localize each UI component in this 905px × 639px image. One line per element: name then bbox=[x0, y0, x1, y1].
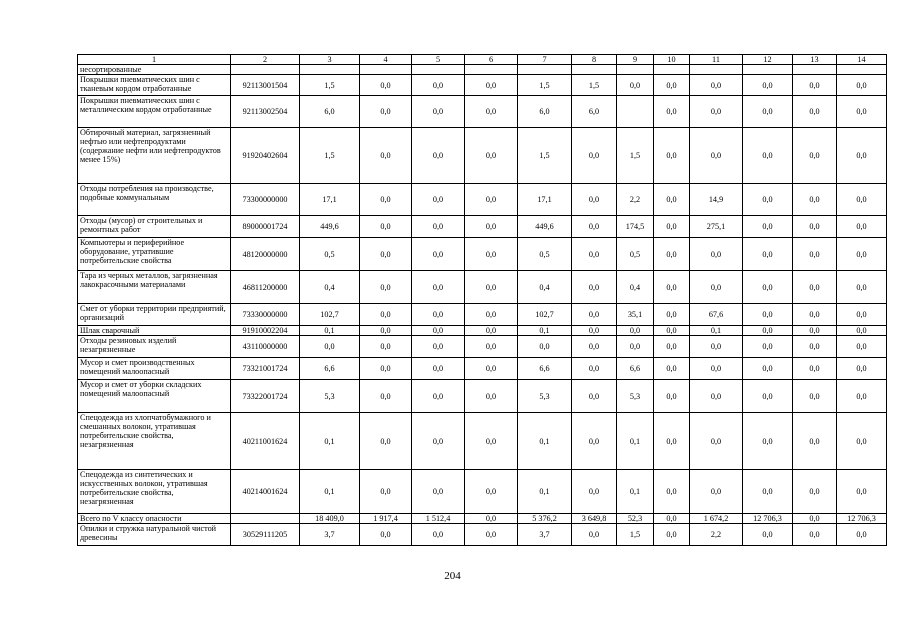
column-number-header: 10 bbox=[654, 55, 690, 65]
value-cell: 0,0 bbox=[572, 470, 617, 514]
value-cell: 12 706,3 bbox=[837, 514, 887, 524]
value-cell: 0,0 bbox=[412, 271, 465, 304]
column-number-header: 9 bbox=[617, 55, 654, 65]
value-cell: 0,0 bbox=[837, 184, 887, 216]
value-cell: 0,0 bbox=[837, 216, 887, 238]
value-cell: 0,0 bbox=[690, 96, 743, 128]
value-cell: 18 409,0 bbox=[300, 514, 360, 524]
value-cell: 0,5 bbox=[518, 238, 572, 271]
value-cell: 0,0 bbox=[360, 524, 412, 546]
value-cell: 0,0 bbox=[572, 326, 617, 336]
waste-code-cell bbox=[231, 65, 300, 75]
value-cell: 0,0 bbox=[412, 75, 465, 96]
waste-name-cell: Тара из черных металлов, загрязненная лакокрасочными материалами bbox=[78, 271, 231, 304]
table-row bbox=[78, 96, 887, 128]
table-row bbox=[78, 524, 887, 546]
value-cell: 0,0 bbox=[690, 271, 743, 304]
value-cell: 0,0 bbox=[465, 380, 518, 413]
value-cell: 0,0 bbox=[465, 238, 518, 271]
value-cell: 3,7 bbox=[300, 524, 360, 546]
value-cell: 0,0 bbox=[572, 380, 617, 413]
value-cell: 0,0 bbox=[743, 358, 793, 380]
waste-name-cell: Обтирочный материал, загрязненный нефтью или нефтепродуктами (содержание нефти или нефтепродуктов менее 15%) bbox=[78, 128, 231, 184]
value-cell: 0,0 bbox=[518, 336, 572, 358]
value-cell: 6,0 bbox=[572, 96, 617, 128]
value-cell: 6,6 bbox=[617, 358, 654, 380]
value-cell: 0,0 bbox=[743, 326, 793, 336]
value-cell: 0,0 bbox=[837, 75, 887, 96]
value-cell: 1,5 bbox=[300, 75, 360, 96]
value-cell: 0,0 bbox=[743, 304, 793, 326]
value-cell: 0,0 bbox=[654, 96, 690, 128]
column-number-header: 12 bbox=[743, 55, 793, 65]
value-cell: 0,0 bbox=[654, 413, 690, 470]
value-cell: 0,0 bbox=[654, 470, 690, 514]
value-cell: 0,0 bbox=[360, 470, 412, 514]
waste-code-cell: 73300000000 bbox=[231, 184, 300, 216]
value-cell: 0,0 bbox=[572, 524, 617, 546]
value-cell: 0,0 bbox=[654, 75, 690, 96]
value-cell: 0,0 bbox=[465, 326, 518, 336]
value-cell: 0,1 bbox=[300, 413, 360, 470]
value-cell: 14,9 bbox=[690, 184, 743, 216]
waste-code-cell: 92113001504 bbox=[231, 75, 300, 96]
value-cell: 0,0 bbox=[743, 413, 793, 470]
value-cell: 0,5 bbox=[300, 238, 360, 271]
value-cell: 0,0 bbox=[360, 128, 412, 184]
value-cell: 0,0 bbox=[743, 75, 793, 96]
waste-name-cell: Отходы потребления на производстве, подобные коммунальным bbox=[78, 184, 231, 216]
value-cell: 5,3 bbox=[518, 380, 572, 413]
value-cell: 0,0 bbox=[617, 75, 654, 96]
value-cell: 0,0 bbox=[743, 271, 793, 304]
value-cell: 0,0 bbox=[793, 336, 837, 358]
value-cell: 6,6 bbox=[300, 358, 360, 380]
value-cell: 0,0 bbox=[412, 238, 465, 271]
value-cell: 0,0 bbox=[360, 336, 412, 358]
value-cell: 0,0 bbox=[837, 336, 887, 358]
value-cell: 0,0 bbox=[793, 96, 837, 128]
value-cell: 0,0 bbox=[572, 304, 617, 326]
value-cell: 0,0 bbox=[572, 358, 617, 380]
value-cell: 6,0 bbox=[518, 96, 572, 128]
value-cell: 0,0 bbox=[360, 238, 412, 271]
value-cell: 0,0 bbox=[793, 184, 837, 216]
table-row bbox=[78, 336, 887, 358]
value-cell: 0,0 bbox=[465, 96, 518, 128]
value-cell: 0,0 bbox=[793, 128, 837, 184]
value-cell: 0,0 bbox=[793, 470, 837, 514]
value-cell: 0,0 bbox=[743, 238, 793, 271]
table-row bbox=[78, 413, 887, 470]
value-cell: 174,5 bbox=[617, 216, 654, 238]
waste-name-cell: Компьютеры и периферийное оборудование, утратившие потребительские свойства bbox=[78, 238, 231, 271]
waste-table bbox=[77, 54, 887, 546]
value-cell: 0,4 bbox=[617, 271, 654, 304]
value-cell: 0,4 bbox=[300, 271, 360, 304]
value-cell: 0,0 bbox=[837, 380, 887, 413]
waste-code-cell: 92113002504 bbox=[231, 96, 300, 128]
value-cell bbox=[412, 65, 465, 75]
value-cell: 0,0 bbox=[360, 75, 412, 96]
waste-code-cell: 73322001724 bbox=[231, 380, 300, 413]
value-cell: 0,0 bbox=[412, 470, 465, 514]
value-cell: 0,0 bbox=[360, 184, 412, 216]
value-cell bbox=[617, 96, 654, 128]
waste-code-cell: 73330000000 bbox=[231, 304, 300, 326]
value-cell: 0,0 bbox=[654, 514, 690, 524]
page-number: 204 bbox=[444, 570, 461, 582]
value-cell: 0,4 bbox=[518, 271, 572, 304]
value-cell: 0,0 bbox=[654, 216, 690, 238]
value-cell bbox=[837, 65, 887, 75]
value-cell: 0,0 bbox=[743, 216, 793, 238]
value-cell: 0,0 bbox=[360, 216, 412, 238]
column-number-header: 8 bbox=[572, 55, 617, 65]
value-cell: 0,0 bbox=[654, 238, 690, 271]
value-cell: 0,0 bbox=[360, 358, 412, 380]
table-row bbox=[78, 65, 887, 75]
value-cell: 0,0 bbox=[793, 358, 837, 380]
table-row bbox=[78, 184, 887, 216]
value-cell: 17,1 bbox=[300, 184, 360, 216]
waste-name-cell: Шлак сварочный bbox=[78, 326, 231, 336]
value-cell: 0,0 bbox=[793, 238, 837, 271]
value-cell: 0,0 bbox=[837, 413, 887, 470]
value-cell: 0,0 bbox=[793, 326, 837, 336]
value-cell: 0,0 bbox=[465, 413, 518, 470]
value-cell: 0,0 bbox=[690, 336, 743, 358]
value-cell: 0,0 bbox=[793, 75, 837, 96]
table-row bbox=[78, 128, 887, 184]
value-cell: 0,0 bbox=[690, 128, 743, 184]
waste-name-cell: несортированные bbox=[78, 65, 231, 75]
value-cell: 0,0 bbox=[412, 336, 465, 358]
value-cell: 0,0 bbox=[690, 358, 743, 380]
value-cell: 0,0 bbox=[617, 336, 654, 358]
value-cell: 0,0 bbox=[465, 470, 518, 514]
table-row bbox=[78, 514, 887, 524]
value-cell: 3,7 bbox=[518, 524, 572, 546]
value-cell: 1,5 bbox=[617, 524, 654, 546]
value-cell: 0,0 bbox=[837, 96, 887, 128]
value-cell: 0,0 bbox=[793, 271, 837, 304]
value-cell: 0,0 bbox=[654, 380, 690, 413]
value-cell: 0,0 bbox=[465, 216, 518, 238]
value-cell: 0,0 bbox=[465, 304, 518, 326]
value-cell: 0,0 bbox=[793, 514, 837, 524]
value-cell: 0,0 bbox=[465, 184, 518, 216]
value-cell: 6,6 bbox=[518, 358, 572, 380]
value-cell: 0,0 bbox=[837, 358, 887, 380]
waste-name-cell: Покрышки пневматических шин с металлическим кордом отработанные bbox=[78, 96, 231, 128]
value-cell: 0,0 bbox=[837, 271, 887, 304]
value-cell: 0,0 bbox=[617, 326, 654, 336]
value-cell: 0,0 bbox=[412, 524, 465, 546]
value-cell: 449,6 bbox=[518, 216, 572, 238]
waste-name-cell: Мусор и смет производственных помещений малоопасный bbox=[78, 358, 231, 380]
value-cell: 0,0 bbox=[360, 380, 412, 413]
column-number-header: 7 bbox=[518, 55, 572, 65]
header-row bbox=[78, 55, 887, 65]
value-cell: 0,0 bbox=[572, 216, 617, 238]
value-cell: 1,5 bbox=[518, 75, 572, 96]
column-number-header: 6 bbox=[465, 55, 518, 65]
column-number-header: 3 bbox=[300, 55, 360, 65]
value-cell: 12 706,3 bbox=[743, 514, 793, 524]
value-cell: 1,5 bbox=[518, 128, 572, 184]
value-cell: 102,7 bbox=[300, 304, 360, 326]
value-cell: 0,0 bbox=[412, 128, 465, 184]
value-cell bbox=[617, 65, 654, 75]
value-cell: 0,0 bbox=[572, 336, 617, 358]
waste-code-cell: 89000001724 bbox=[231, 216, 300, 238]
waste-name-cell: Всего по V классу опасности bbox=[78, 514, 231, 524]
value-cell bbox=[743, 65, 793, 75]
value-cell: 0,0 bbox=[690, 470, 743, 514]
waste-name-cell: Отходы резиновых изделий незагрязненные bbox=[78, 336, 231, 358]
waste-code-cell: 40211001624 bbox=[231, 413, 300, 470]
column-number-header: 5 bbox=[412, 55, 465, 65]
column-number-header: 4 bbox=[360, 55, 412, 65]
value-cell: 0,0 bbox=[690, 75, 743, 96]
value-cell: 1,5 bbox=[300, 128, 360, 184]
value-cell: 275,1 bbox=[690, 216, 743, 238]
column-number-header: 13 bbox=[793, 55, 837, 65]
value-cell: 0,0 bbox=[793, 304, 837, 326]
value-cell: 0,1 bbox=[518, 413, 572, 470]
table-row bbox=[78, 216, 887, 238]
value-cell: 35,1 bbox=[617, 304, 654, 326]
value-cell bbox=[793, 65, 837, 75]
value-cell: 0,0 bbox=[300, 336, 360, 358]
value-cell: 0,0 bbox=[743, 336, 793, 358]
waste-code-cell: 46811200000 bbox=[231, 271, 300, 304]
value-cell: 1 917,4 bbox=[360, 514, 412, 524]
waste-code-cell bbox=[231, 514, 300, 524]
value-cell bbox=[465, 65, 518, 75]
value-cell: 0,0 bbox=[654, 184, 690, 216]
value-cell: 449,6 bbox=[300, 216, 360, 238]
value-cell: 0,0 bbox=[572, 271, 617, 304]
value-cell: 0,0 bbox=[743, 184, 793, 216]
value-cell: 0,1 bbox=[617, 470, 654, 514]
waste-code-cell: 40214001624 bbox=[231, 470, 300, 514]
value-cell: 0,0 bbox=[654, 128, 690, 184]
value-cell: 17,1 bbox=[518, 184, 572, 216]
value-cell: 2,2 bbox=[617, 184, 654, 216]
value-cell: 0,0 bbox=[412, 184, 465, 216]
value-cell: 0,0 bbox=[412, 358, 465, 380]
value-cell: 0,0 bbox=[465, 358, 518, 380]
value-cell: 0,0 bbox=[743, 524, 793, 546]
value-cell: 0,0 bbox=[465, 128, 518, 184]
waste-name-cell: Отходы (мусор) от строительных и ремонтных работ bbox=[78, 216, 231, 238]
value-cell bbox=[690, 65, 743, 75]
table-row bbox=[78, 304, 887, 326]
value-cell bbox=[360, 65, 412, 75]
value-cell: 0,0 bbox=[837, 326, 887, 336]
value-cell: 0,0 bbox=[412, 413, 465, 470]
value-cell: 0,0 bbox=[837, 470, 887, 514]
column-number-header: 11 bbox=[690, 55, 743, 65]
value-cell: 0,0 bbox=[360, 271, 412, 304]
value-cell: 0,0 bbox=[837, 128, 887, 184]
value-cell: 5 376,2 bbox=[518, 514, 572, 524]
waste-name-cell: Смет от уборки территории предприятий, организаций bbox=[78, 304, 231, 326]
value-cell: 0,0 bbox=[690, 380, 743, 413]
waste-code-cell: 48120000000 bbox=[231, 238, 300, 271]
value-cell: 0,0 bbox=[465, 75, 518, 96]
value-cell: 0,0 bbox=[465, 514, 518, 524]
value-cell: 0,0 bbox=[793, 413, 837, 470]
waste-code-cell: 43110000000 bbox=[231, 336, 300, 358]
waste-name-cell: Покрышки пневматических шин с тканевым кордом отработанные bbox=[78, 75, 231, 96]
waste-name-cell: Мусор и смет от уборки складских помещений малоопасный bbox=[78, 380, 231, 413]
value-cell: 0,0 bbox=[690, 238, 743, 271]
value-cell: 0,0 bbox=[360, 304, 412, 326]
column-number-header: 1 bbox=[78, 55, 231, 65]
value-cell: 0,0 bbox=[412, 380, 465, 413]
waste-code-cell: 73321001724 bbox=[231, 358, 300, 380]
waste-code-cell: 91910002204 bbox=[231, 326, 300, 336]
waste-name-cell: Спецодежда из синтетических и искусственных волокон, утратившая потребительские свойства, незагрязненная bbox=[78, 470, 231, 514]
value-cell: 1 674,2 bbox=[690, 514, 743, 524]
table-row bbox=[78, 380, 887, 413]
value-cell: 6,0 bbox=[300, 96, 360, 128]
value-cell: 2,2 bbox=[690, 524, 743, 546]
value-cell: 0,0 bbox=[793, 524, 837, 546]
value-cell: 0,0 bbox=[837, 304, 887, 326]
table-row bbox=[78, 470, 887, 514]
value-cell: 0,5 bbox=[617, 238, 654, 271]
value-cell: 0,0 bbox=[793, 216, 837, 238]
value-cell: 0,0 bbox=[743, 96, 793, 128]
waste-name-cell: Спецодежда из хлопчатобумажного и смешанных волокон, утратившая потребительские свойства, незагрязненная bbox=[78, 413, 231, 470]
value-cell: 0,0 bbox=[654, 358, 690, 380]
value-cell: 0,1 bbox=[518, 326, 572, 336]
table-row bbox=[78, 75, 887, 96]
waste-code-cell: 30529111205 bbox=[231, 524, 300, 546]
value-cell: 0,0 bbox=[465, 271, 518, 304]
column-number-header: 14 bbox=[837, 55, 887, 65]
value-cell: 0,0 bbox=[837, 238, 887, 271]
value-cell bbox=[572, 65, 617, 75]
value-cell: 0,0 bbox=[572, 128, 617, 184]
value-cell: 0,0 bbox=[412, 326, 465, 336]
value-cell: 0,0 bbox=[743, 470, 793, 514]
value-cell: 0,1 bbox=[300, 326, 360, 336]
value-cell: 0,0 bbox=[654, 326, 690, 336]
column-number-header: 2 bbox=[231, 55, 300, 65]
value-cell: 0,0 bbox=[654, 524, 690, 546]
value-cell: 5,3 bbox=[617, 380, 654, 413]
value-cell: 0,0 bbox=[572, 184, 617, 216]
value-cell: 0,0 bbox=[654, 271, 690, 304]
value-cell bbox=[518, 65, 572, 75]
value-cell bbox=[300, 65, 360, 75]
value-cell: 102,7 bbox=[518, 304, 572, 326]
value-cell: 0,0 bbox=[654, 304, 690, 326]
value-cell: 0,0 bbox=[360, 326, 412, 336]
value-cell: 0,0 bbox=[572, 413, 617, 470]
table-row bbox=[78, 358, 887, 380]
value-cell: 0,0 bbox=[793, 380, 837, 413]
value-cell: 0,0 bbox=[412, 304, 465, 326]
value-cell: 0,0 bbox=[743, 380, 793, 413]
value-cell: 1 512,4 bbox=[412, 514, 465, 524]
table-row bbox=[78, 326, 887, 336]
value-cell: 1,5 bbox=[617, 128, 654, 184]
value-cell: 0,0 bbox=[743, 128, 793, 184]
value-cell: 0,1 bbox=[518, 470, 572, 514]
value-cell: 5,3 bbox=[300, 380, 360, 413]
value-cell: 0,1 bbox=[617, 413, 654, 470]
value-cell: 0,0 bbox=[690, 413, 743, 470]
value-cell: 0,1 bbox=[300, 470, 360, 514]
value-cell: 0,0 bbox=[572, 238, 617, 271]
value-cell: 0,0 bbox=[465, 524, 518, 546]
value-cell: 52,3 bbox=[617, 514, 654, 524]
value-cell: 0,0 bbox=[360, 96, 412, 128]
value-cell: 3 649,8 bbox=[572, 514, 617, 524]
value-cell: 1,5 bbox=[572, 75, 617, 96]
waste-name-cell: Опилки и стружка натуральной чистой древесины bbox=[78, 524, 231, 546]
value-cell: 0,1 bbox=[690, 326, 743, 336]
table-row bbox=[78, 238, 887, 271]
value-cell: 0,0 bbox=[837, 524, 887, 546]
value-cell bbox=[654, 65, 690, 75]
value-cell: 0,0 bbox=[412, 216, 465, 238]
value-cell: 0,0 bbox=[465, 336, 518, 358]
value-cell: 0,0 bbox=[360, 413, 412, 470]
table-row bbox=[78, 271, 887, 304]
waste-code-cell: 91920402604 bbox=[231, 128, 300, 184]
value-cell: 67,6 bbox=[690, 304, 743, 326]
value-cell: 0,0 bbox=[654, 336, 690, 358]
value-cell: 0,0 bbox=[412, 96, 465, 128]
